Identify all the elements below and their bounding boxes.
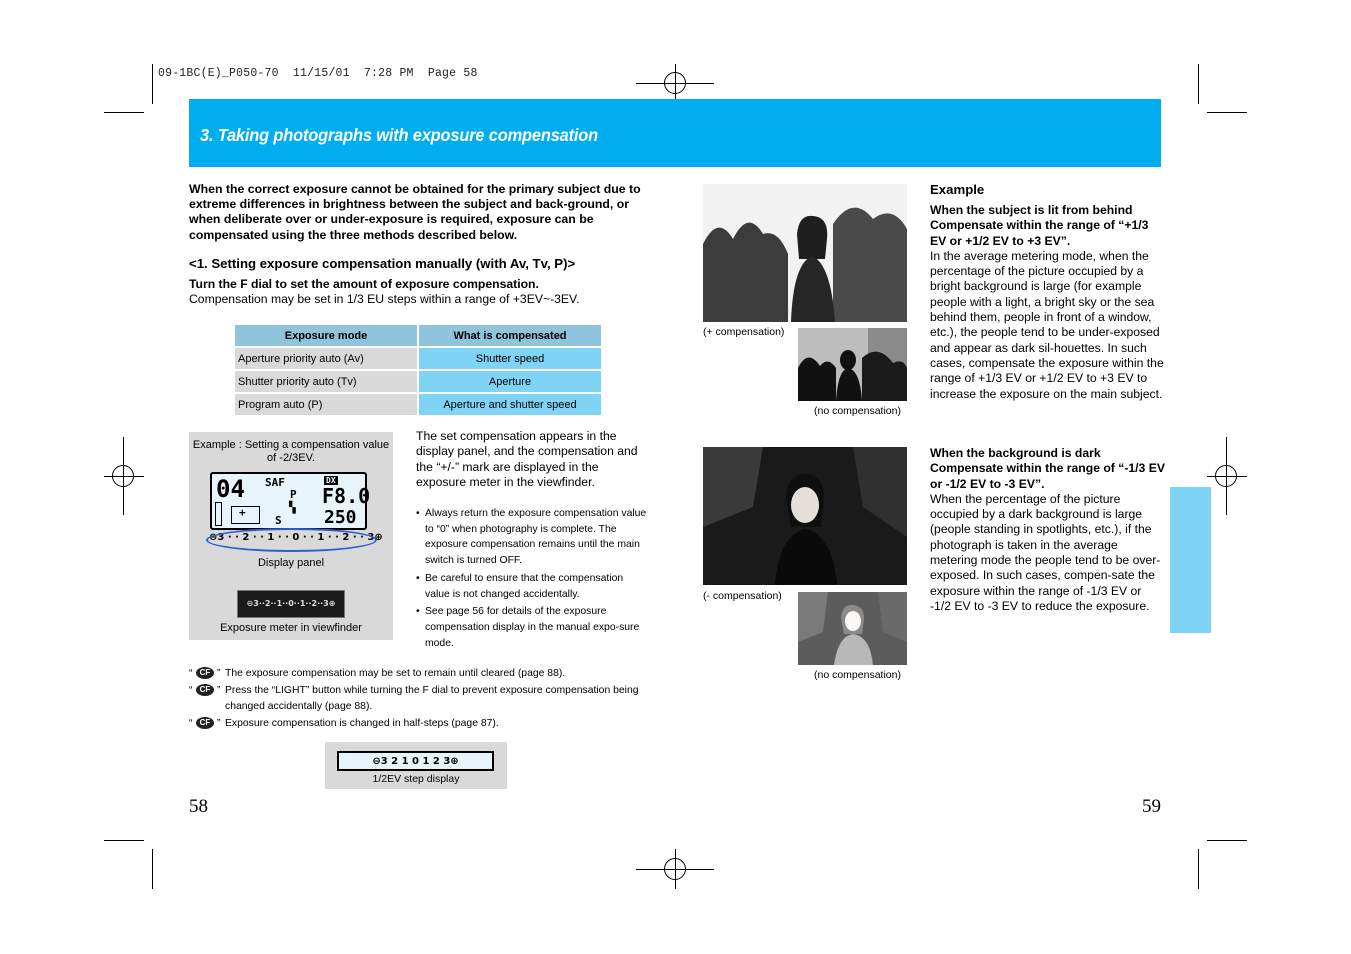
- table-cell: Aperture priority auto (Av): [235, 348, 417, 369]
- example-dark-background-block: [930, 446, 1165, 614]
- battery-icon: [215, 502, 222, 526]
- cf-icon: CF: [196, 667, 214, 679]
- custom-function-notes: [189, 666, 659, 734]
- table-cell: Shutter priority auto (Tv): [235, 371, 417, 392]
- table-header: Exposure mode: [235, 325, 417, 346]
- set-compensation-text: The set compensation appears in the display panel, and the compensation and the “+/-” mark are displayed in the exposure meter in the viewfinder.: [416, 429, 638, 489]
- backlit-text: In the average metering mode, when the percentage of the picture occupied by a bright background is large (for example people with a light, a bright sky or the sea behind them, people in front of a window, etc.), the people tend to be under-exposed and appear as dark sil-houettes. In such cases, compensate the exposure within the range of +1/3 EV or +1/2 EV to +3 EV to increase the exposure on the main subject.: [930, 248, 1164, 401]
- list-item: • See page 56 for details of the exposure compensation display in the manual expo-sure mode.: [416, 604, 650, 651]
- table-cell: Shutter speed: [419, 348, 601, 369]
- lcd-s-mark: S: [275, 514, 282, 527]
- list-item: • Always return the exposure compensation value to “0” when photography is complete. The exposure compensation remains until the main switch is turned OFF.: [416, 506, 650, 569]
- photo-no-compensation-1: [798, 328, 907, 401]
- example-heading: Example: [930, 182, 985, 197]
- lcd-aperture: F8.0: [322, 484, 371, 508]
- print-slug: 09-1BC(E)_P050-70 11/15/01 7:28 PM Page 58: [158, 67, 478, 80]
- table-row: [235, 348, 601, 369]
- cf-icon: CF: [196, 684, 214, 696]
- table-header: What is compensated: [419, 325, 601, 346]
- caption-plus: (+ compensation): [703, 326, 785, 338]
- focus-point-icon: ▚: [289, 501, 296, 514]
- photo-minus-compensation: [703, 447, 907, 585]
- header-band: [189, 99, 1161, 167]
- lcd-program-mark: P: [290, 488, 297, 501]
- table-cell: Program auto (P): [235, 394, 417, 415]
- half-step-scale: ⊖3 2 1 0 1 2 3⊕: [337, 751, 494, 771]
- photo-plus-compensation: [703, 184, 907, 322]
- cf-note: “ CF ” The exposure compensation may be set to remain until cleared (page 88).: [189, 668, 566, 679]
- half-step-figure: [325, 742, 507, 789]
- lcd-display: [210, 472, 371, 530]
- intro-paragraph: When the correct exposure cannot be obtained for the primary subject due to extreme differences in brightness between the subject and back-ground, or when deliberate over or under-exposure is required, exposure can be compensated using the three methods described below.: [189, 182, 641, 242]
- cf-icon: CF: [196, 717, 214, 729]
- lcd-frame-counter: 04: [216, 475, 245, 503]
- side-tab: [1170, 487, 1211, 633]
- lcd-af-mode: SAF: [265, 476, 285, 489]
- backlit-heading: When the subject is lit from behind Compensate within the range of “+1/3 EV or +1/2 EV to +3 EV”.: [930, 203, 1149, 248]
- cf-note: “ CF ” Exposure compensation is changed in half-steps (page 87).: [189, 718, 499, 730]
- page-title: 3. Taking photographs with exposure compensation: [200, 125, 599, 145]
- lcd-shutter-speed: 250: [324, 507, 357, 528]
- example-backlit-block: [930, 203, 1165, 402]
- table-header-row: [235, 325, 601, 346]
- highlight-oval: [206, 528, 383, 552]
- compensation-table: [233, 323, 603, 417]
- lcd-plus-mark: +: [239, 506, 246, 519]
- caption-no-comp-2: (no compensation): [814, 669, 901, 681]
- table-cell: Aperture: [419, 371, 601, 392]
- section-heading: <1. Setting exposure compensation manually (with Av, Tv, P)>: [189, 256, 576, 271]
- display-panel-label: Display panel: [257, 557, 325, 569]
- table-cell: Aperture and shutter speed: [419, 394, 601, 415]
- notes-list: [416, 506, 650, 653]
- page-number-left: 58: [189, 796, 208, 817]
- compensation-scale: ⊖3 · · 2 · · 1 · · 0 · · 1 · · 2 · · 3⊕: [209, 532, 383, 543]
- figure-caption: Example : Setting a compensation value of -2/3EV.: [192, 439, 390, 464]
- photo-no-compensation-2: [798, 592, 907, 665]
- section-range-text: Compensation may be set in 1/3 EU steps within a range of +3EV~-3EV.: [189, 292, 580, 306]
- dark-background-heading: When the background is dark Compensate within the range of “-1/3 EV or -1/2 EV to -3 EV”.: [930, 446, 1165, 491]
- dark-background-text: When the percentage of the picture occupied by a dark background is large (people standing in spotlights, etc.), if the photograph is taken in the average metering mode the people tend to be over-exposed. In such cases, compen-sate the exposure within the range of -1/3 EV or -1/2 EV to -3 EV to reduce the exposure.: [930, 491, 1161, 613]
- viewfinder-meter-label: Exposure meter in viewfinder: [220, 622, 362, 634]
- viewfinder-meter: ⊖3··2··1··0··1··2··3⊕: [237, 590, 345, 618]
- section-instruction: Turn the F dial to set the amount of exposure compensation.: [189, 277, 539, 291]
- page-number-right: 59: [1142, 796, 1161, 817]
- caption-minus: (- compensation): [703, 590, 782, 602]
- display-panel-figure: [189, 432, 393, 640]
- dx-badge: DX: [326, 476, 336, 485]
- caption-no-comp-1: (no compensation): [814, 405, 901, 417]
- half-step-caption: 1/2EV step display: [372, 773, 460, 785]
- list-item: • Be careful to ensure that the compensation value is not changed accidentally.: [416, 571, 650, 602]
- plus-minus-box: [231, 506, 260, 524]
- table-row: [235, 371, 601, 392]
- table-row: [235, 394, 601, 415]
- cf-note: “ CF ” Press the “LIGHT” button while turning the F dial to prevent exposure compensation being changed accidentally (page 88).: [189, 685, 639, 712]
